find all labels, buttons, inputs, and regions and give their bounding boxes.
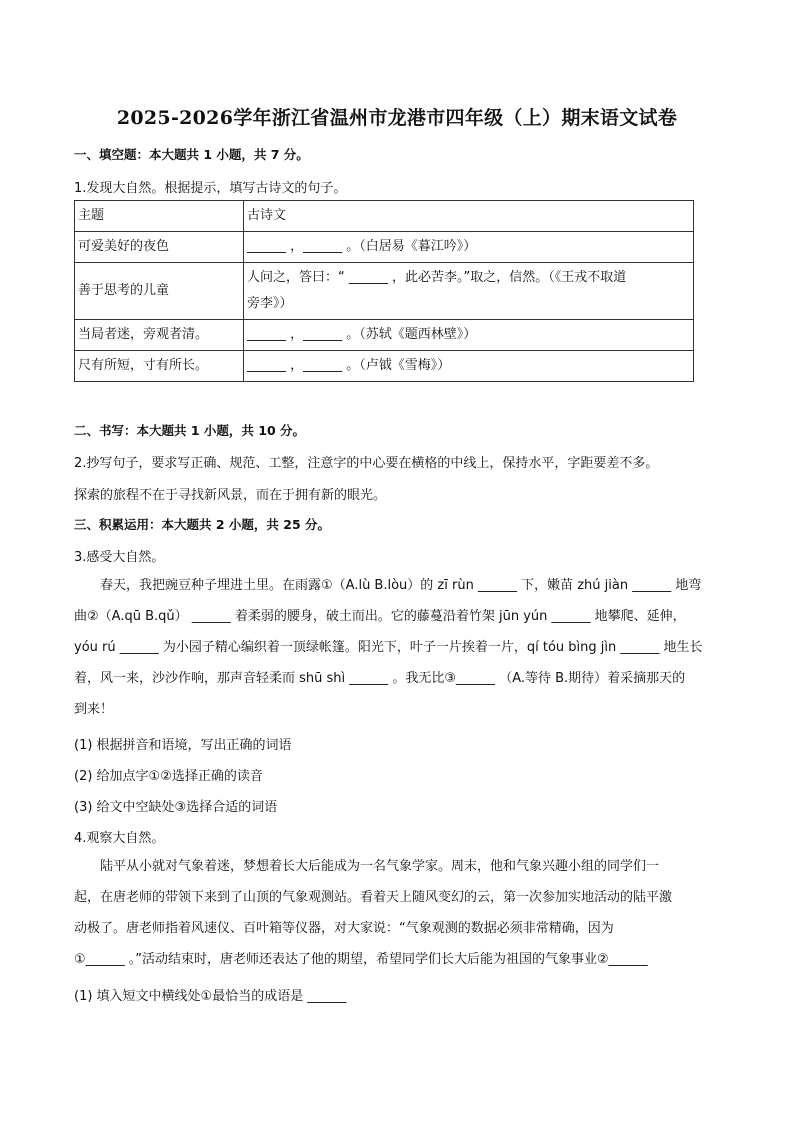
passage-line: 动极了。唐老师指着风速仪、百叶箱等仪器，对大家说：“气象观测的数据必须非常精确，因为 — [74, 921, 614, 936]
poem-table — [74, 200, 694, 382]
passage-line: 到来！ — [74, 702, 114, 717]
passage-line: 起，在唐老师的带领下来到了山顶的气象观测站。看着天上随风变幻的云，第一次参加实地活动的陆平激 — [74, 890, 673, 905]
section-heading-2: 二、书写：本大题共 1 小题，共 10 分。 — [74, 423, 306, 438]
table-header-poem: 古诗文 — [244, 201, 694, 232]
table-header-row — [75, 201, 694, 232]
table-header-theme: 主题 — [75, 201, 244, 232]
table-cell-theme: 可爱美好的夜色 — [75, 232, 244, 263]
question-3-passage — [74, 570, 722, 725]
question-3-sub-1: (1) 根据拼音和语境，写出正确的词语 — [74, 738, 292, 753]
section-heading-1: 一、填空题：本大题共 1 小题，共 7 分。 — [74, 147, 309, 162]
page-title: 2025-2026学年浙江省温州市龙港市四年级（上）期末语文试卷 — [116, 107, 678, 129]
table-row — [75, 351, 694, 382]
passage-line: 着，风一来，沙沙作响，那声音轻柔而 shū shì ______ 。我无比③______ （A.等待 B.期待）着采摘那天的 — [74, 671, 686, 686]
question-4: 4.观察大自然。 — [74, 831, 165, 846]
passage-line: 陆平从小就对气象着迷，梦想着长大后能成为一名气象学家。周末，他和气象兴趣小组的同学们一 — [100, 859, 660, 874]
table-cell-poem — [244, 263, 694, 320]
table-row — [75, 320, 694, 351]
question-3-sub-2: (2) 给加点字①②选择正确的读音 — [74, 769, 263, 784]
table-cell-theme: 善于思考的儿童 — [75, 263, 244, 320]
question-2: 2.抄写句子，要求写正确、规范、工整，注意字的中心要在横格的中线上，保持水平，字距要差不多。 — [74, 456, 659, 471]
question-4-passage — [74, 851, 722, 975]
passage-line: 曲②（A.qū B.qǔ） ______ 着柔弱的腰身，破土而出。它的藤蔓沿着竹架 jūn yún ______ 地攀爬、延伸， — [74, 609, 686, 624]
table-cell-poem-line: 旁李》） — [247, 296, 293, 311]
table-cell-theme: 当局者迷，旁观者清。 — [75, 320, 244, 351]
passage-line: 春天，我把豌豆种子埋进土里。在雨露①（A.lù B.lòu）的 zī rùn ______ 下，嫩苗 zhú jiàn ______ 地弯 — [100, 578, 702, 593]
table-cell-poem: ______ ，______ 。（白居易《暮江吟》） — [244, 232, 694, 263]
table-cell-poem: ______ ，______ 。（卢钺《雪梅》） — [244, 351, 694, 382]
table-cell-poem: ______ ，______ 。（苏轼《题西林壁》） — [244, 320, 694, 351]
question-4-sub-1: (1) 填入短文中横线处①最恰当的成语是 ______ — [74, 989, 347, 1004]
question-3-sub-3: (3) 给文中空缺处③选择合适的词语 — [74, 800, 278, 815]
table-row — [75, 263, 694, 320]
table-cell-theme: 尺有所短，寸有所长。 — [75, 351, 244, 382]
passage-line: ①______ 。”活动结束时，唐老师还表达了他的期望，希望同学们长大后能为祖国的气象事业②______ — [74, 952, 648, 967]
passage-line: yóu rú ______ 为小园子精心编织着一顶绿帐篷。阳光下，叶子一片挨着一片，qí tóu bìng jìn ______ 地生长 — [74, 640, 703, 655]
table-row — [75, 232, 694, 263]
table-cell-poem-line: 人问之，答曰：“ ______ ，此必苦李。”取之，信然。（《王戎不取道 — [247, 270, 627, 285]
question-3: 3.感受大自然。 — [74, 550, 165, 565]
question-2-sentence: 探索的旅程不在于寻找新风景，而在于拥有新的眼光。 — [74, 488, 387, 503]
question-1: 1.发现大自然。根据提示，填写古诗文的句子。 — [74, 181, 347, 196]
section-heading-3: 三、积累运用：本大题共 2 小题，共 25 分。 — [74, 517, 331, 532]
